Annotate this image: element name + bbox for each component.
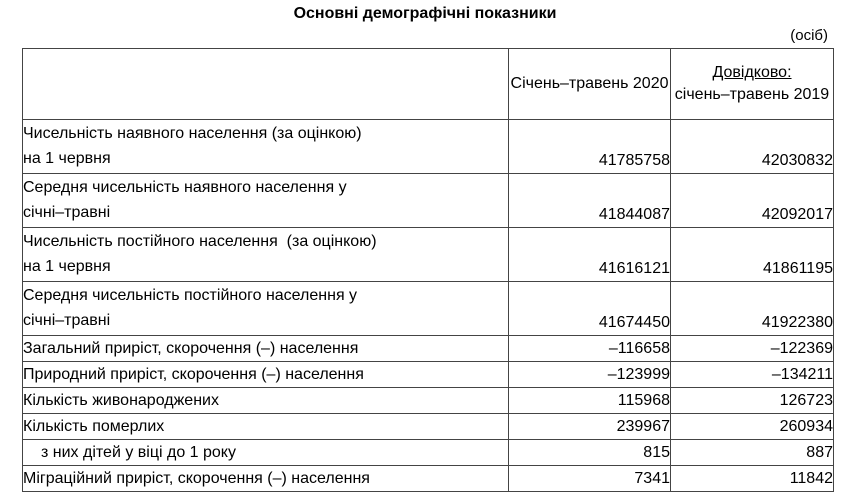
row-label: Кількість померлих [23,414,509,440]
table-row [23,336,834,362]
row-label: з них дітей у віці до 1 року [23,440,509,466]
value-2020: 41674450 [509,282,671,336]
row-label: Міграційний приріст, скорочення (–) населення [23,466,509,492]
value-2020: –123999 [509,362,671,388]
table-row [23,228,834,282]
value-2020: 7341 [509,466,671,492]
demographics-table [22,48,834,492]
table-header-row [23,49,834,120]
row-label: Природний приріст, скорочення (–) населення [23,362,509,388]
value-2020: 41844087 [509,174,671,228]
row-label [23,282,509,336]
row-label-line: на 1 червня [23,258,111,275]
row-label: Кількість живонароджених [23,388,509,414]
value-2019: 42092017 [671,174,834,228]
value-2020: 41785758 [509,120,671,174]
header-2019-label: січень–травень 2019 [674,86,830,103]
header-empty-cell [23,49,509,120]
value-2019: 126723 [671,388,834,414]
table-row [23,362,834,388]
row-label [23,120,509,174]
value-2019: 42030832 [671,120,834,174]
table-row [23,120,834,174]
value-2019: –122369 [671,336,834,362]
value-2019: –134211 [671,362,834,388]
value-2019: 887 [671,440,834,466]
row-label: Загальний приріст, скорочення (–) населення [23,336,509,362]
row-label-line: січні–травні [23,312,111,329]
row-label [23,174,509,228]
table-row [23,414,834,440]
header-2020 [509,49,671,120]
value-2019: 41861195 [671,228,834,282]
value-2020: –116658 [509,336,671,362]
header-2019-reference: Довідково: [712,64,792,81]
value-2020: 815 [509,440,671,466]
table-row [23,388,834,414]
table-row [23,440,834,466]
table-row [23,174,834,228]
row-label-line: Чисельність постійного населення (за оцінкою) [23,233,377,250]
value-2019: 11842 [671,466,834,492]
header-2020-label: Січень–травень 2020 [510,75,669,92]
table-row [23,466,834,492]
value-2020: 239967 [509,414,671,440]
row-label-line: на 1 червня [23,150,111,167]
page-title: Основні демографічні показники [293,5,557,22]
row-label [23,228,509,282]
value-2020: 115968 [509,388,671,414]
row-label-line: Середня чисельність постійного населення у [23,287,358,304]
value-2019: 41922380 [671,282,834,336]
row-label-line: Середня чисельність наявного населення у [23,179,347,196]
row-label-line: Чисельність наявного населення (за оцінкою) [23,125,362,142]
value-2020: 41616121 [509,228,671,282]
unit-label: (осіб) [790,27,828,44]
table-row [23,282,834,336]
row-label-line: січні–травні [23,204,111,221]
header-2019 [671,49,834,120]
value-2019: 260934 [671,414,834,440]
